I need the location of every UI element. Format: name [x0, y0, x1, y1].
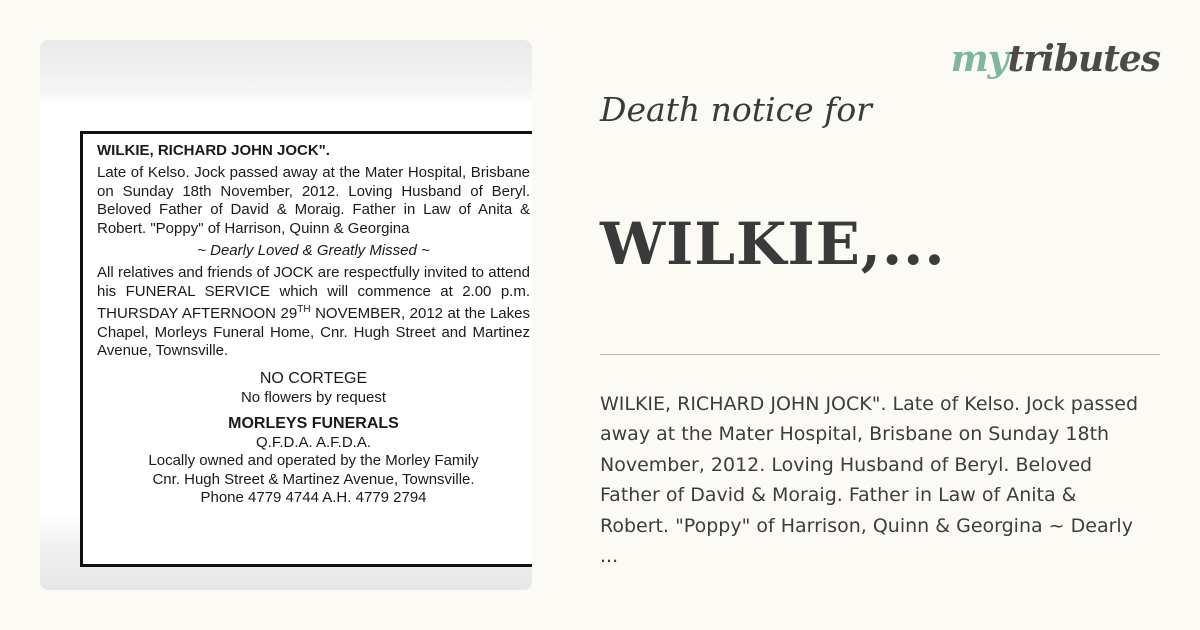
notice-no-cortege: NO CORTEGE	[259, 370, 368, 388]
deceased-name-heading: WILKIE,...	[600, 210, 946, 278]
notice-no-flowers: No flowers by request	[240, 388, 387, 406]
notice-image-card	[40, 40, 532, 590]
notice-paragraph-details: Late of Kelso. Jock passed away at the Mater Hospital, Brisbane on Sunday 18th November, 2012. Loving Husband of Beryl. Beloved Father of David & Moraig. Father in Law of Anita & Robert. "Poppy" of Harrison, Quinn & Georgina	[97, 164, 530, 237]
excerpt-line: WILKIE, RICHARD JOHN JOCK". Late of Kelso. Jock passed	[600, 393, 1139, 415]
notice-motto: ~ Dearly Loved & Greatly Missed ~	[197, 242, 430, 260]
notice-funeral-home: MORLEYS FUNERALS	[228, 415, 399, 433]
page-subtitle: Death notice for	[600, 90, 872, 129]
notice-address: Cnr. Hugh Street & Martinez Avenue, Townsville.	[152, 470, 475, 488]
notice-excerpt	[600, 389, 1160, 571]
excerpt-line: Robert. "Poppy" of Harrison, Quinn & Georgina ~ Dearly	[600, 514, 1133, 537]
notice-phone: Phone 4779 4744 A.H. 4779 2794	[200, 488, 427, 506]
logo-tributes: tributes	[1007, 38, 1160, 80]
notice-service-text-end: NOVEMBER, 2012 at the Lakes Chapel, Morleys Funeral Home, Cnr. Hugh Street and Martinez Avenue, Townsville.	[97, 305, 530, 360]
mytributes-logo	[951, 38, 1160, 80]
excerpt-line: away at the Mater Hospital, Brisbane on Sunday 18th	[600, 423, 1110, 446]
excerpt-line: November, 2012. Loving Husband of Beryl. Beloved	[600, 453, 1093, 476]
notice-service-text-start: All relatives and friends of JOCK are respectfully invited to attend his FUNERAL SERVICE which will commence at 2.00 p.m. THURSDAY AFTERNOON 29	[97, 264, 530, 323]
divider	[600, 354, 1160, 355]
notice-owned-by: Locally owned and operated by the Morley Family	[148, 452, 479, 470]
logo-my: my	[950, 38, 1008, 80]
death-notice-clipping	[80, 131, 532, 567]
notice-credentials: Q.F.D.A. A.F.D.A.	[255, 433, 372, 451]
excerpt-ellipsis: ...	[600, 545, 619, 568]
notice-deceased-name: WILKIE, RICHARD JOHN JOCK".	[97, 142, 330, 159]
excerpt-line: Father of David & Moraig. Father in Law of Anita &	[600, 484, 1077, 507]
notice-service-suffix: TH	[297, 304, 311, 316]
notice-paragraph-service	[97, 264, 530, 360]
